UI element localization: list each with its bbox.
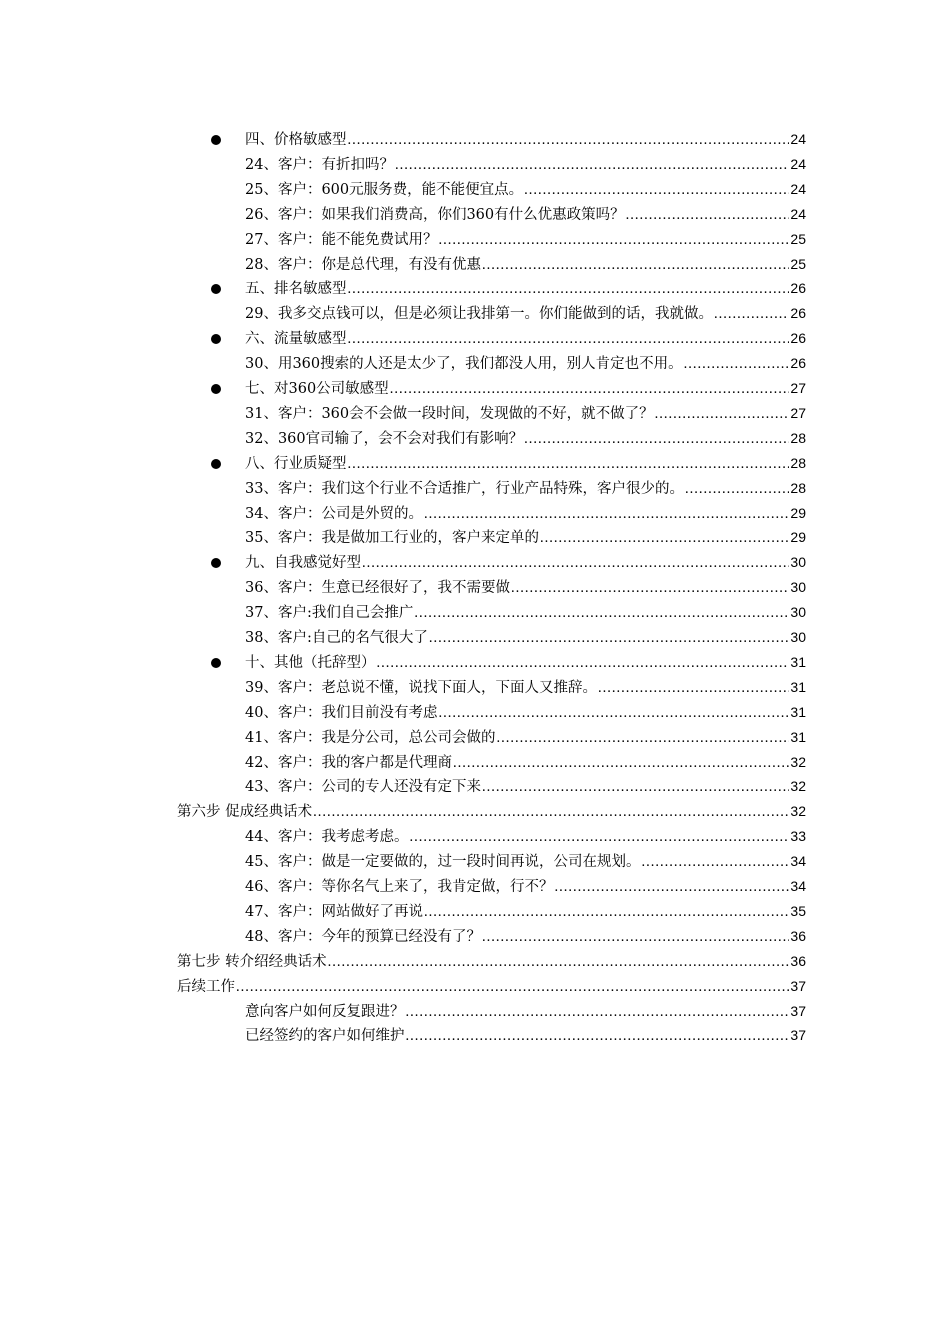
toc-entry-title: 九、自我感觉好型	[245, 555, 361, 571]
dot-leader	[453, 751, 789, 776]
toc-entry-section[interactable]	[177, 974, 806, 999]
toc-entry-item[interactable]	[245, 999, 806, 1024]
toc-entry-title: 39、客户：老总说不懂，说找下面人，下面人又推辞。	[245, 680, 597, 696]
toc-entry-item[interactable]	[245, 849, 806, 874]
toc-entry-title: 六、流量敏感型	[245, 331, 347, 347]
dot-leader	[424, 900, 789, 925]
toc-entry-page-number: 31	[790, 729, 806, 745]
bullet-icon	[211, 384, 221, 394]
toc-entry-page-number: 28	[790, 480, 806, 496]
dot-leader	[390, 377, 790, 402]
dot-leader	[362, 551, 789, 576]
toc-entry-title: 八、行业质疑型	[245, 456, 347, 472]
toc-entry-item[interactable]	[245, 675, 806, 700]
toc-entry-title: 31、客户：360会不会做一段时间，发现做的不好，就不做了？	[245, 406, 654, 422]
toc-entry-title: 意向客户如何反复跟进？	[245, 1004, 405, 1020]
toc-entry-title: 四、价格敏感型	[245, 132, 347, 148]
dot-leader	[424, 502, 789, 527]
bullet-icon	[211, 135, 221, 145]
dot-leader	[406, 1000, 790, 1025]
toc-entry-title: 48、客户：今年的预算已经没有了？	[245, 929, 481, 945]
toc-entry-page-number: 27	[790, 380, 806, 396]
toc-entry-title: 十、其他（托辞型）	[245, 655, 376, 671]
dot-leader	[511, 576, 789, 601]
toc-entry-page-number: 34	[790, 878, 806, 894]
toc-entry-page-number: 24	[790, 156, 806, 172]
toc-entry-page-number: 26	[790, 305, 806, 321]
toc-entry-page-number: 30	[790, 579, 806, 595]
toc-entry-title: 37、客户:我们自己会推广	[245, 605, 414, 621]
toc-entry-page-number: 28	[790, 455, 806, 471]
toc-entry-page-number: 24	[790, 131, 806, 147]
toc-entry-page-number: 29	[790, 529, 806, 545]
toc-entry-section[interactable]	[177, 949, 806, 974]
toc-entry-title: 43、客户：公司的专人还没有定下来	[245, 779, 481, 795]
toc-entry-page-number: 24	[790, 181, 806, 197]
toc-entry-item[interactable]	[245, 1023, 806, 1048]
toc-entry-title: 后续工作	[177, 979, 235, 995]
toc-entry-page-number: 26	[790, 330, 806, 346]
toc-entry-title: 五、排名敏感型	[245, 281, 347, 297]
toc-entry-page-number: 36	[790, 953, 806, 969]
dot-leader	[685, 477, 789, 502]
toc-entry-page-number: 37	[790, 1003, 806, 1019]
dot-leader	[714, 302, 789, 327]
toc-entry-item[interactable]	[245, 501, 806, 526]
toc-entry-item[interactable]	[245, 600, 806, 625]
toc-entry-bullet[interactable]	[245, 650, 806, 675]
dot-leader	[328, 950, 790, 975]
toc-entry-page-number: 30	[790, 629, 806, 645]
toc-entry-item[interactable]	[245, 824, 806, 849]
toc-entry-page-number: 26	[790, 280, 806, 296]
toc-entry-page-number: 35	[790, 903, 806, 919]
toc-entry-page-number: 32	[790, 803, 806, 819]
dot-leader	[554, 875, 789, 900]
toc-entry-bullet[interactable]	[245, 326, 806, 351]
toc-entry-item[interactable]	[245, 301, 806, 326]
dot-leader	[482, 925, 789, 950]
dot-leader	[540, 526, 789, 551]
toc-entry-item[interactable]	[245, 401, 806, 426]
dot-leader	[438, 228, 789, 253]
dot-leader	[438, 701, 789, 726]
toc-entry-title: 33、客户：我们这个行业不合适推广，行业产品特殊，客户很少的。	[245, 481, 684, 497]
toc-entry-title: 41、客户：我是分公司，总公司会做的	[245, 730, 496, 746]
toc-entry-title: 35、客户：我是做加工行业的，客户来定单的	[245, 530, 539, 546]
toc-entry-page-number: 29	[790, 505, 806, 521]
dot-leader	[684, 352, 790, 377]
dot-leader	[236, 975, 789, 1000]
dot-leader	[348, 277, 790, 302]
toc-entry-title: 44、客户：我考虑考虑。	[245, 829, 409, 845]
toc-entry-title: 第六步 促成经典话术	[177, 804, 313, 820]
toc-entry-item[interactable]	[245, 899, 806, 924]
toc-entry-item[interactable]	[245, 227, 806, 252]
dot-leader	[313, 800, 789, 825]
toc-entry-title: 30、用360搜索的人还是太少了，我们都没人用，别人肯定也不用。	[245, 356, 683, 372]
toc-entry-item[interactable]	[245, 874, 806, 899]
toc-entry-page-number: 28	[790, 430, 806, 446]
toc-entry-item[interactable]	[245, 525, 806, 550]
bullet-icon	[211, 284, 221, 294]
toc-entry-page-number: 34	[790, 853, 806, 869]
dot-leader	[348, 128, 790, 153]
dot-leader	[496, 726, 789, 751]
toc-entry-page-number: 37	[790, 1027, 806, 1043]
toc-entry-title: 24、客户：有折扣吗？	[245, 157, 394, 173]
toc-entry-title: 36、客户：生意已经很好了，我不需要做	[245, 580, 510, 596]
toc-entry-item[interactable]	[245, 202, 806, 227]
dot-leader	[395, 153, 789, 178]
dot-leader	[655, 402, 790, 427]
toc-entry-title: 40、客户：我们目前没有考虑	[245, 705, 438, 721]
dot-leader	[406, 1024, 790, 1049]
toc-entry-item[interactable]	[245, 177, 806, 202]
dot-leader	[414, 601, 789, 626]
dot-leader	[641, 850, 789, 875]
toc-entry-title: 第七步 转介绍经典话术	[177, 954, 327, 970]
toc-entry-title: 已经签约的客户如何维护	[245, 1028, 405, 1044]
toc-entry-title: 七、对360公司敏感型	[245, 381, 389, 397]
toc-entry-page-number: 36	[790, 928, 806, 944]
toc-entry-page-number: 30	[790, 604, 806, 620]
toc-entry-title: 27、客户：能不能免费试用？	[245, 232, 438, 248]
toc-entry-page-number: 33	[790, 828, 806, 844]
toc-entry-title: 42、客户：我的客户都是代理商	[245, 755, 452, 771]
toc-entry-item[interactable]	[245, 252, 806, 277]
toc-entry-page-number: 30	[790, 554, 806, 570]
toc-entry-item[interactable]	[245, 476, 806, 501]
dot-leader	[409, 825, 789, 850]
toc-entry-item[interactable]	[245, 700, 806, 725]
toc-entry-page-number: 25	[790, 256, 806, 272]
dot-leader	[626, 203, 790, 228]
toc-entry-page-number: 27	[790, 405, 806, 421]
dot-leader	[524, 178, 789, 203]
bullet-icon	[211, 658, 221, 668]
toc-entry-title: 25、客户：600元服务费，能不能便宜点。	[245, 182, 524, 198]
toc-entry-section[interactable]	[177, 799, 806, 824]
dot-leader	[524, 427, 789, 452]
toc-entry-title: 47、客户：网站做好了再说	[245, 904, 423, 920]
toc-entry-item[interactable]	[245, 924, 806, 949]
toc-entry-page-number: 31	[790, 704, 806, 720]
toc-entry-item[interactable]	[245, 774, 806, 799]
bullet-icon	[211, 459, 221, 469]
toc-entry-page-number: 31	[790, 679, 806, 695]
dot-leader	[377, 651, 790, 676]
dot-leader	[429, 626, 790, 651]
toc-entry-title: 26、客户：如果我们消费高，你们360有什么优惠政策吗？	[245, 207, 625, 223]
toc-entry-item[interactable]	[245, 750, 806, 775]
toc-entry-title: 32、360官司输了，会不会对我们有影响？	[245, 431, 524, 447]
toc-entry-page-number: 37	[790, 978, 806, 994]
dot-leader	[348, 452, 790, 477]
toc-entry-item[interactable]	[245, 426, 806, 451]
toc-entry-title: 45、客户：做是一定要做的，过一段时间再说，公司在规划。	[245, 854, 641, 870]
toc-entry-title: 28、客户：你是总代理，有没有优惠	[245, 257, 481, 273]
dot-leader	[482, 775, 789, 800]
toc-entry-title: 46、客户：等你名气上来了，我肯定做，行不？	[245, 879, 554, 895]
toc-entry-page-number: 26	[790, 355, 806, 371]
toc-entry-bullet[interactable]	[245, 550, 806, 575]
dot-leader	[598, 676, 789, 701]
toc-entry-bullet[interactable]	[245, 451, 806, 476]
bullet-icon	[211, 334, 221, 344]
dot-leader	[348, 327, 790, 352]
toc-entry-bullet[interactable]	[245, 376, 806, 401]
toc-entry-title: 38、客户:自己的名气很大了	[245, 630, 428, 646]
toc-entry-item[interactable]	[245, 725, 806, 750]
toc-entry-item[interactable]	[245, 625, 806, 650]
toc-entry-bullet[interactable]	[245, 127, 806, 152]
toc-entry-title: 34、客户：公司是外贸的。	[245, 506, 423, 522]
bullet-icon	[211, 558, 221, 568]
toc-entry-item[interactable]	[245, 152, 806, 177]
toc-entry-page-number: 25	[790, 231, 806, 247]
toc-entry-bullet[interactable]	[245, 276, 806, 301]
dot-leader	[482, 253, 789, 278]
toc-entry-item[interactable]	[245, 575, 806, 600]
toc-entry-page-number: 32	[790, 778, 806, 794]
toc-entry-page-number: 31	[790, 654, 806, 670]
toc-entry-page-number: 24	[790, 206, 806, 222]
toc-entry-page-number: 32	[790, 754, 806, 770]
toc-entry-item[interactable]	[245, 351, 806, 376]
toc-entry-title: 29、我多交点钱可以，但是必须让我排第一。你们能做到的话，我就做。	[245, 306, 713, 322]
